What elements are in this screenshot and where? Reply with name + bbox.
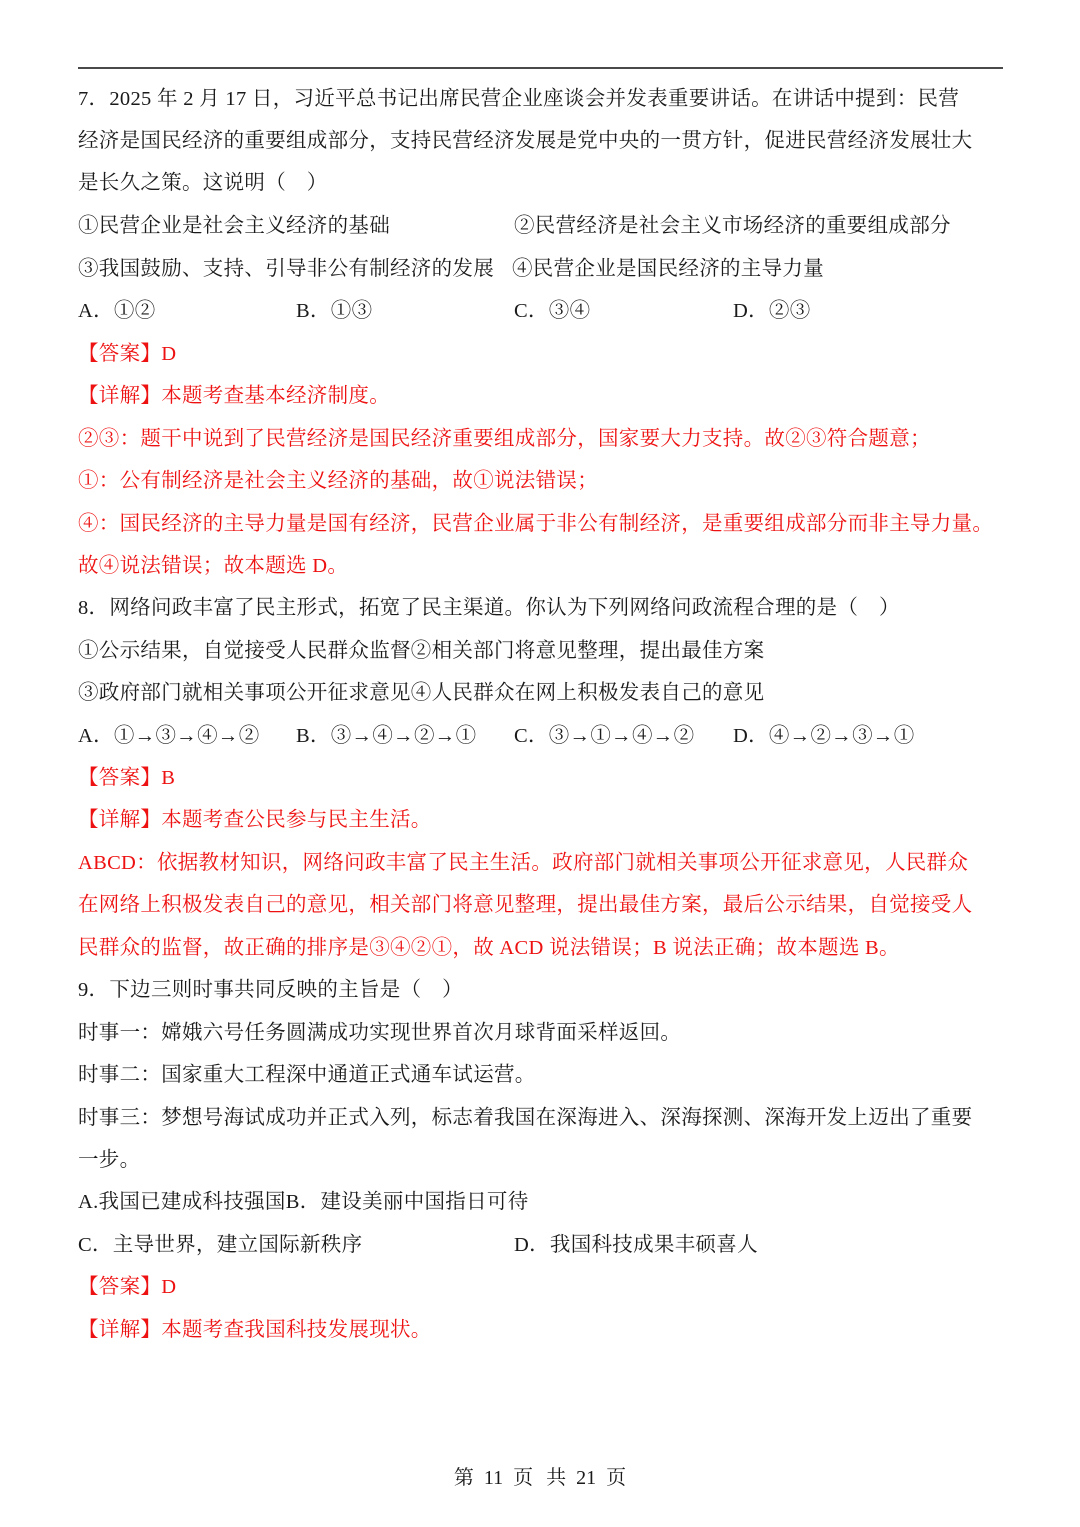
statement: ①民营企业是社会主义经济的基础: [78, 215, 390, 237]
answer-label: 【答案】D: [78, 1276, 177, 1298]
footer-suffix: 页: [606, 1467, 627, 1489]
statement: ③政府部门就相关事项公开征求意见④人民群众在网上积极发表自己的意见: [78, 682, 765, 704]
page-footer: [0, 1461, 1080, 1490]
explanation-line: ①：公有制经济是社会主义经济的基础，故①说法错误；: [78, 470, 598, 492]
option-d: D．④→②→③→①: [733, 725, 915, 747]
answer-label: 【答案】B: [78, 767, 176, 789]
news-item: 一步。: [78, 1149, 141, 1171]
question-stem-line: 8．网络问政丰富了民主形式，拓宽了民主渠道。你认为下列网络问政流程合理的是（ ）: [78, 597, 900, 619]
footer-prefix: 第: [453, 1467, 474, 1489]
option-c: C．③→①→④→②: [514, 725, 695, 747]
news-item: 时事二：国家重大工程深中通道正式通车试运营。: [78, 1064, 536, 1086]
option-d: D．②③: [733, 300, 811, 322]
statement: ②民营经济是社会主义市场经济的重要组成部分: [514, 215, 951, 237]
option-b: B．①③: [296, 300, 373, 322]
detail-label: 【详解】本题考查基本经济制度。: [78, 385, 390, 407]
answer-label: 【答案】D: [78, 343, 177, 365]
total-pages: 21: [576, 1467, 597, 1489]
explanation-line: 故④说法错误；故本题选 D。: [78, 555, 349, 577]
explanation-line: ABCD：依据教材知识，网络问政丰富了民主生活。政府部门就相关事项公开征求意见，人民群众: [78, 852, 969, 874]
detail-label: 【详解】本题考查公民参与民主生活。: [78, 809, 432, 831]
statement: ③我国鼓励、支持、引导非公有制经济的发展: [78, 258, 494, 280]
question-stem-line: 经济是国民经济的重要组成部分，支持民营经济发展是党中央的一贯方针，促进民营经济发展壮大: [78, 130, 973, 152]
explanation-line: 民群众的监督，故正确的排序是③④②①，故 ACD 说法错误；B 说法正确；故本题选 B。: [78, 937, 900, 959]
option-c: C．③④: [514, 300, 591, 322]
option-d: D．我国科技成果丰硕喜人: [514, 1234, 758, 1256]
explanation-line: 在网络上积极发表自己的意见，相关部门将意见整理，提出最佳方案，最后公示结果，自觉接受人: [78, 894, 973, 916]
option-ab: A.我国已建成科技强国B．建设美丽中国指日可待: [78, 1191, 529, 1213]
header-rule: [78, 67, 1003, 69]
explanation-line: ④：国民经济的主导力量是国有经济，民营企业属于非公有制经济，是重要组成部分而非主导力量。: [78, 513, 994, 535]
news-item: 时事三：梦想号海试成功并正式入列，标志着我国在深海进入、深海探测、深海开发上迈出了重要: [78, 1107, 973, 1129]
question-stem-line: 9．下边三则时事共同反映的主旨是（ ）: [78, 979, 463, 1001]
question-stem-line: 是长久之策。这说明（ ）: [78, 172, 328, 194]
page-number: 11: [483, 1467, 504, 1489]
statement: ④民营企业是国民经济的主导力量: [512, 258, 824, 280]
question-stem-line: 7．2025 年 2 月 17 日，习近平总书记出席民营企业座谈会并发表重要讲话。在讲话中提到：民营: [78, 88, 960, 110]
option-a: A．①→③→④→②: [78, 725, 260, 747]
statement: ①公示结果，自觉接受人民群众监督②相关部门将意见整理，提出最佳方案: [78, 640, 765, 662]
option-b: B．③→④→②→①: [296, 725, 477, 747]
news-item: 时事一：嫦娥六号任务圆满成功实现世界首次月球背面采样返回。: [78, 1022, 682, 1044]
option-a: A．①②: [78, 300, 156, 322]
detail-label: 【详解】本题考查我国科技发展现状。: [78, 1319, 432, 1341]
footer-mid: 页 共: [513, 1467, 567, 1489]
explanation-line: ②③：题干中说到了民营经济是国民经济重要组成部分，国家要大力支持。故②③符合题意；: [78, 428, 931, 450]
option-c: C．主导世界，建立国际新秩序: [78, 1234, 363, 1256]
